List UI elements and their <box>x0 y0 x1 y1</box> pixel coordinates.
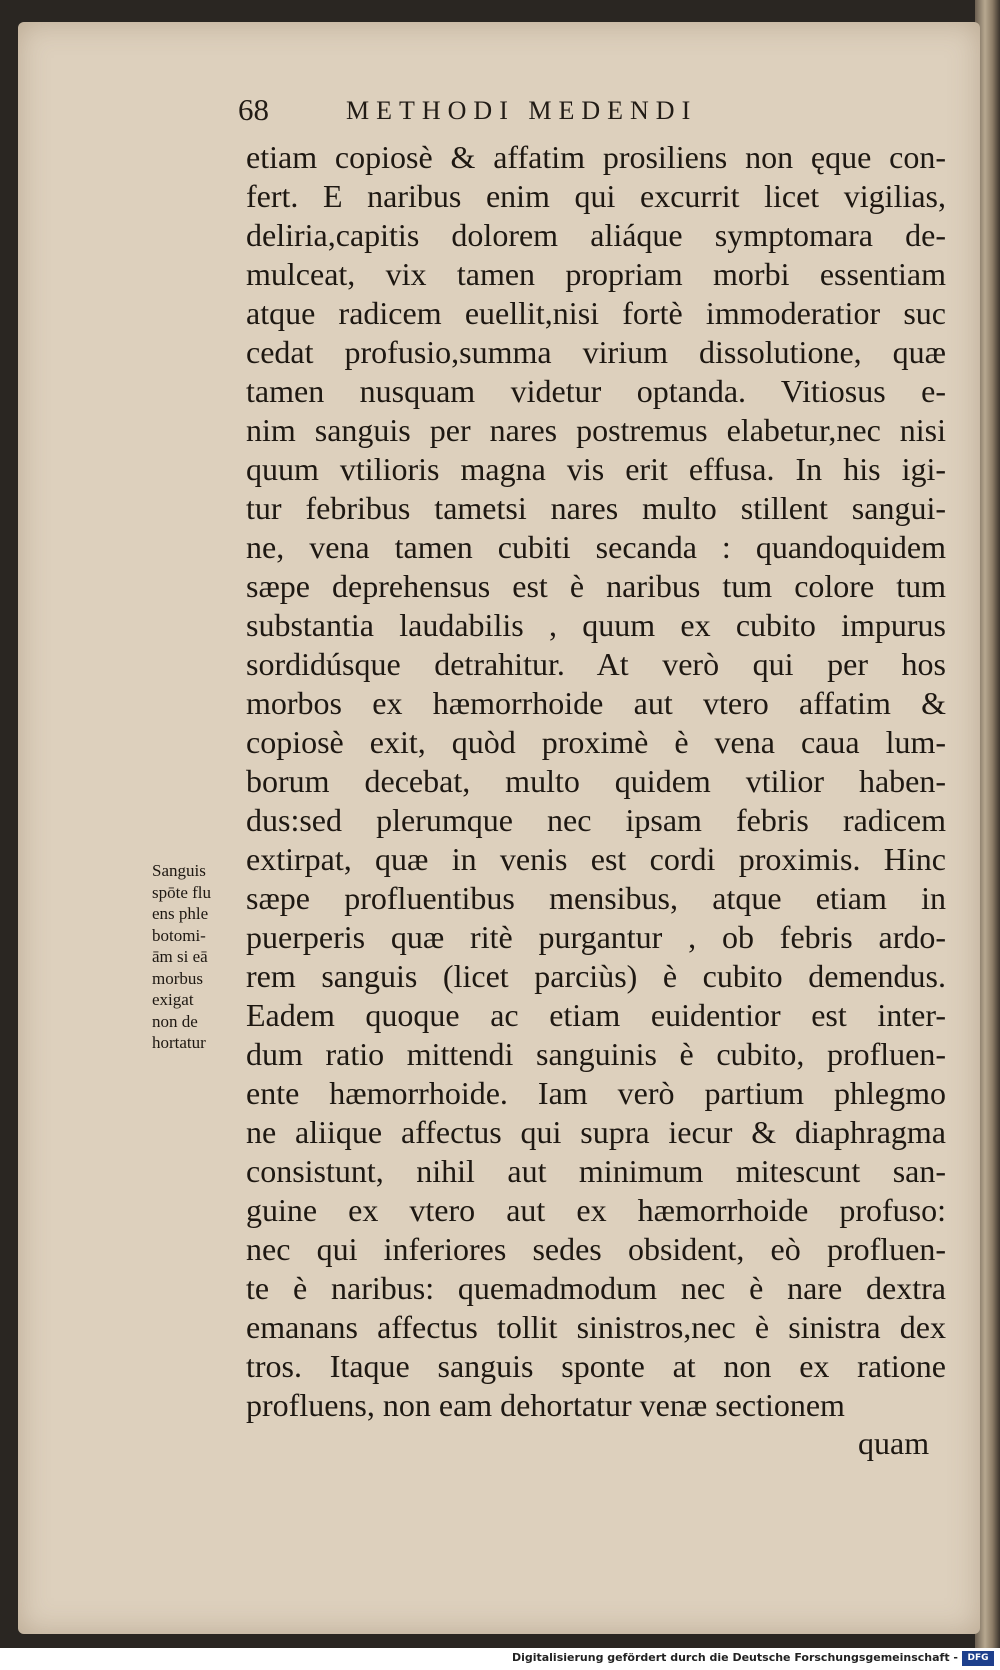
text-line: fert. E naribus enim qui excurrit licet vigilias, <box>246 178 946 214</box>
text-line: deliria,capitis dolorem aliáque symptomara de- <box>246 217 946 253</box>
body-text <box>246 138 946 1425</box>
text-line: borum decebat, multo quidem vtilior haben- <box>246 763 946 799</box>
marginal-note-line: ām si eā <box>152 947 208 966</box>
text-line: copiosè exit, quòd proximè è vena caua lum- <box>246 724 946 760</box>
text-line: sæpe deprehensus est è naribus tum colore tum <box>246 568 946 604</box>
marginal-note-line: exigat <box>152 990 194 1009</box>
marginal-note-line: botomi- <box>152 925 206 945</box>
text-line: nec qui inferiores sedes obsident, eò profluen- <box>246 1231 946 1267</box>
text-line: ne, vena tamen cubiti secanda : quandoquidem <box>246 529 946 565</box>
footer-credit: Digitalisierung gefördert durch die Deutsche Forschungsgemeinschaft - <box>511 1651 958 1664</box>
footer-bar <box>0 1648 1000 1670</box>
text-line: dus:sed plerumque nec ipsam febris radicem <box>246 802 946 838</box>
text-line: dum ratio mittendi sanguinis è cubito, profluen- <box>246 1036 946 1072</box>
text-line: morbos ex hæmorrhoide aut vtero affatim & <box>246 685 946 721</box>
text-line: mulceat, vix tamen propriam morbi essentiam <box>246 256 946 292</box>
text-line: ente hæmorrhoide. Iam verò partium phlegmo <box>246 1075 946 1111</box>
text-line: extirpat, quæ in venis est cordi proximis. Hinc <box>246 841 946 877</box>
text-line: atque radicem euellit,nisi fortè immoderatior suc <box>246 295 946 331</box>
dfg-logo: DFG <box>962 1651 994 1666</box>
marginal-note-line: morbus <box>152 968 203 988</box>
text-line: sordidúsque detrahitur. At verò qui per hos <box>246 646 946 682</box>
marginal-note-line: spōte flu <box>152 882 212 902</box>
text-line: tros. Itaque sanguis sponte at non ex ratione <box>246 1348 946 1384</box>
text-line: rem sanguis (licet parciùs) è cubito demendus. <box>246 958 946 994</box>
marginal-note-line: non de <box>152 1011 198 1031</box>
marginal-note-line: ens phle <box>152 904 209 923</box>
running-head <box>238 92 938 132</box>
text-line: consistunt, nihil aut minimum mitescunt san- <box>246 1153 946 1189</box>
text-line: emanans affectus tollit sinistros,nec è sinistra dex <box>246 1309 946 1345</box>
text-line: tamen nusquam videtur optanda. Vitiosus e- <box>246 373 946 409</box>
text-line: sæpe profluentibus mensibus, atque etiam in <box>246 880 946 916</box>
text-line: puerperis quæ ritè purgantur , ob febris ardo- <box>246 919 946 955</box>
text-line: guine ex vtero aut ex hæmorrhoide profuso: <box>246 1192 946 1228</box>
running-title: METHODI MEDENDI <box>346 96 698 125</box>
text-line: cedat profusio,summa virium dissolutione, quæ <box>246 334 946 370</box>
text-line: ne aliique affectus qui supra iecur & diaphragma <box>246 1114 946 1150</box>
page-number: 68 <box>238 92 269 127</box>
text-line: quum vtilioris magna vis erit effusa. In his igi- <box>246 451 946 487</box>
text-line: nim sanguis per nares postremus elabetur,nec nisi <box>246 412 946 448</box>
marginal-note-line: Sanguis <box>152 861 206 880</box>
text-line: etiam copiosè & affatim prosiliens non ęque con- <box>246 139 946 175</box>
text-line: tur febribus tametsi nares multo stillent sangui- <box>246 490 946 526</box>
text-line: profluens, non eam dehortatur venæ sectionem <box>246 1387 845 1423</box>
marginal-note <box>152 860 244 1054</box>
catchword: quam <box>858 1425 930 1461</box>
text-line: Eadem quoque ac etiam euidentior est inter- <box>246 997 946 1033</box>
text-line: substantia laudabilis , quum ex cubito impurus <box>246 607 946 643</box>
text-line: te è naribus: quemadmodum nec è nare dextra <box>246 1270 946 1306</box>
marginal-note-line: hortatur <box>152 1033 206 1052</box>
